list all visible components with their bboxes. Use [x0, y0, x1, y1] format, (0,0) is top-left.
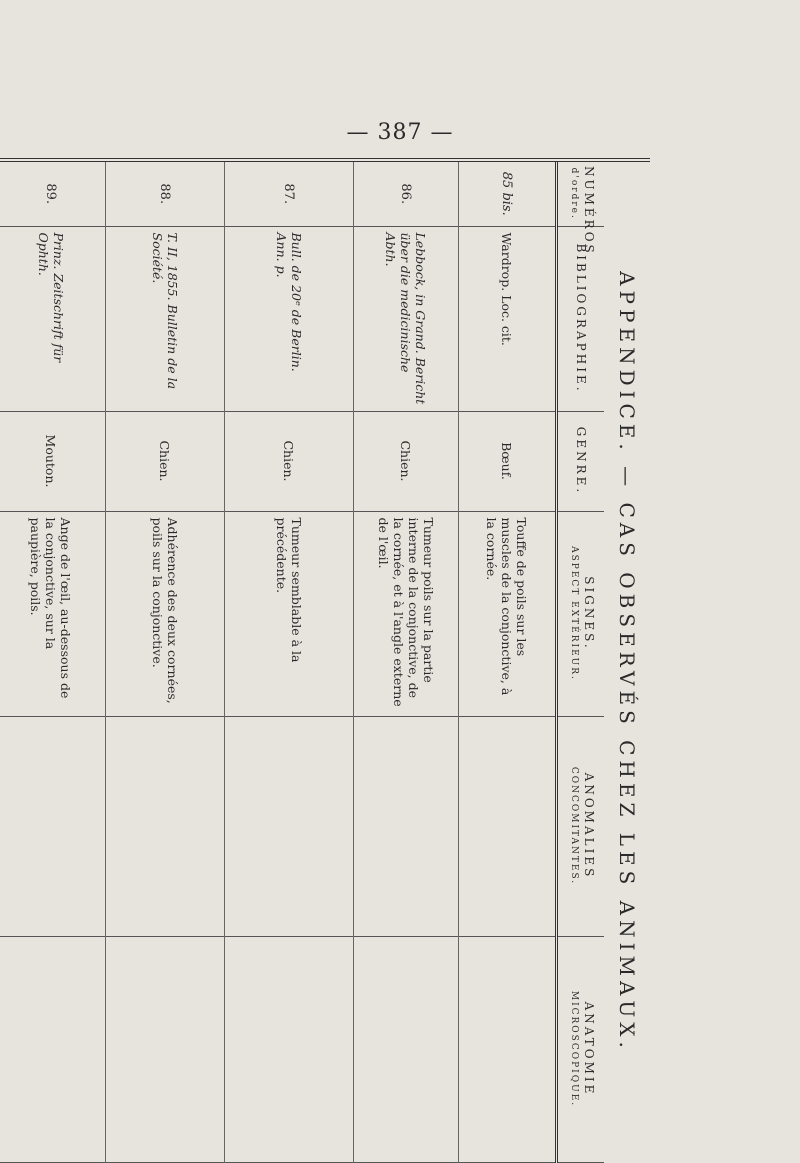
appendix-table	[0, 162, 604, 1163]
rotated-table	[0, 158, 650, 1158]
header-anatomie: ANATOMIE MICROSCOPIQUE.	[557, 936, 605, 1162]
row-anomalies	[459, 716, 557, 936]
table-row	[106, 162, 225, 1162]
row-signes: Adhérence des deux cornées, poils sur la conjonctive.	[106, 511, 225, 716]
row-biblio: T. II, 1855. Bulletin de la Société.	[106, 226, 225, 411]
row-anomalies	[106, 716, 225, 936]
row-genre: Mouton.	[0, 411, 106, 511]
header-row	[557, 162, 605, 1162]
row-genre: Chien.	[106, 411, 225, 511]
row-genre: Bœuf.	[459, 411, 557, 511]
row-genre: Chien.	[354, 411, 459, 511]
header-bibliographie: BIBLIOGRAPHIE.	[557, 226, 605, 411]
row-anatomie	[225, 936, 354, 1162]
row-anomalies	[354, 716, 459, 936]
row-signes: Ange de l'œil, au-dessous de la conjonctive, sur la paupière, poils.	[0, 511, 106, 716]
row-signes: Tumeur semblable à la précédente.	[225, 511, 354, 716]
row-anatomie	[459, 936, 557, 1162]
header-genre: GENRE.	[557, 411, 605, 511]
row-anomalies	[225, 716, 354, 936]
row-anatomie	[354, 936, 459, 1162]
row-anatomie	[106, 936, 225, 1162]
row-signes: Tumeur poils sur la partie interne de la conjonctive, de la cornée, et à l'angle externe de l'œil.	[354, 511, 459, 716]
table-title: APPENDICE. — CAS OBSERVÉS CHEZ LES ANIMAUX.	[615, 271, 639, 1053]
page-number: — 387 —	[346, 120, 454, 145]
header-numeros: NUMÉROS d'ordre.	[557, 162, 605, 226]
row-anomalies	[0, 716, 106, 936]
table-row	[0, 162, 106, 1162]
row-numero: 86.	[354, 162, 459, 226]
row-biblio: Bull. de 20ᵉ de Berlin. Ann. p.	[225, 226, 354, 411]
row-numero: 89.	[0, 162, 106, 226]
table-row	[459, 162, 557, 1162]
table-row	[354, 162, 459, 1162]
row-biblio: Prinz. Zeitschrift für Ophth.	[0, 226, 106, 411]
row-numero: 88.	[106, 162, 225, 226]
row-anatomie	[0, 936, 106, 1162]
row-biblio: Wardrop. Loc. cit.	[459, 226, 557, 411]
row-numero: 85 bis.	[459, 162, 557, 226]
row-genre: Chien.	[225, 411, 354, 511]
row-signes: Touffe de poils sur les muscles de la conjonctive, à la cornée.	[459, 511, 557, 716]
header-anomalies: ANOMALIES CONCOMITANTES.	[557, 716, 605, 936]
header-signes: SIGNES. ASPECT EXTÉRIEUR.	[557, 511, 605, 716]
row-numero: 87.	[225, 162, 354, 226]
table-row	[225, 162, 354, 1162]
row-biblio: Lebbock, in Grand. Bericht über die medicinische Abth.	[354, 226, 459, 411]
